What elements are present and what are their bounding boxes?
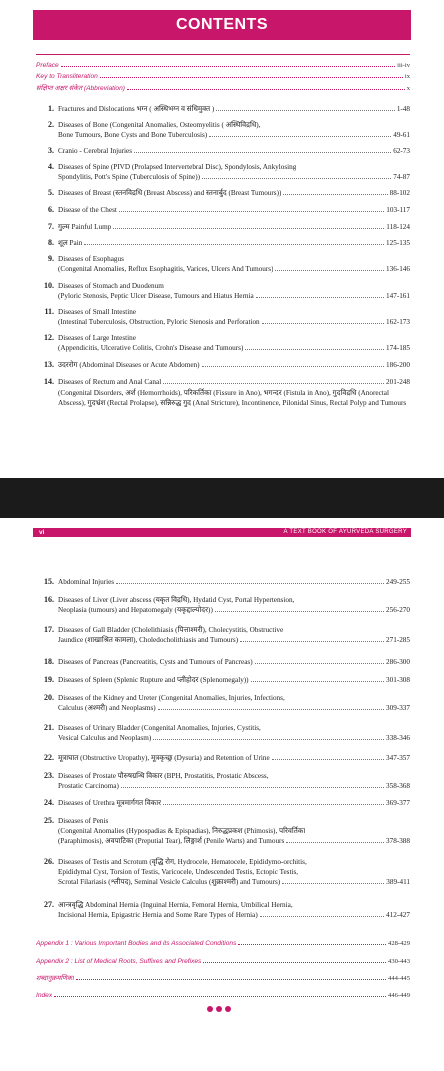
- leader-dots: [283, 194, 387, 195]
- back-matter-page: 430-443: [388, 958, 410, 965]
- chapter-line: [58, 693, 410, 703]
- chapter-text: Fractures and Dislocations भग्न ( अस्थिभग्न व संधिमुक्त ): [58, 105, 215, 113]
- leader-dots: [54, 996, 386, 997]
- chapter-title: [58, 205, 410, 215]
- chapter-14-detail: (Congenital Disorders, अर्श (Hemorrhoids), परिकर्तिका (Fissure in Ano), भगन्दर (Fistula in Ano), गुदविद्रधि (Anorectal Abscess), गुदभ्रंश (Rectal Prolapse), सन्निरुद्ध गुद (Anal Stricture), Incontinence, Pilonidal Sinus, Rectal Polyp and Tumours: [58, 389, 407, 407]
- chapter-page: 286-300: [386, 658, 410, 666]
- chapter-title: [58, 625, 410, 645]
- chapter-number: 5.: [48, 188, 54, 197]
- chapter-text: Jaundice (शाखाश्रित कामला), Choledocholithiasis and Tumours): [58, 636, 239, 644]
- back-matter-text: Appendix 2 : List of Medical Roots, Suffixes and Prefixes: [36, 958, 202, 965]
- front-matter-page: x: [406, 85, 410, 92]
- chapter-title: [58, 360, 410, 370]
- front-matter-text: संक्षिप्त अक्षर संकेत (Abbreviation): [36, 85, 125, 92]
- chapter-line: [58, 307, 410, 317]
- chapter-text: Abdominal Injuries: [58, 578, 115, 586]
- chapter-line: [58, 333, 410, 343]
- chapter-text: Diseases of Testis and Scrotum (वृद्धि रोग, Hydrocele, Hematocele, Epididymo-orchitis,: [58, 858, 307, 866]
- chapter-text: शूल Pain: [58, 239, 83, 247]
- chapter-text: Scrotal Filariasis (श्लीपद), Seminal Vesicle Calculus (शुक्राश्मरी) and Tumours): [58, 878, 281, 886]
- chapter-text: Incisional Hernia, Epigastric Hernia and Some Rare Types of Hernia): [58, 911, 258, 919]
- chapter-text: Diseases of Esophagus: [58, 255, 124, 263]
- chapter-line: [58, 781, 410, 791]
- leader-dots: [116, 583, 384, 584]
- chapter-number: 11.: [44, 307, 54, 316]
- chapter-page: 186-200: [386, 361, 410, 369]
- chapter-page: 174-185: [386, 344, 410, 352]
- front-matter-page: iii-iv: [397, 62, 410, 69]
- chapter-text: Spondylitis, Pott's Spine (Tuberculosis of Spine)): [58, 173, 200, 181]
- leader-dots: [202, 178, 391, 179]
- back-matter-text: Index: [36, 992, 53, 999]
- chapter-title: [58, 675, 410, 685]
- page-number: vi: [39, 529, 45, 536]
- contents-title: CONTENTS: [33, 10, 411, 40]
- chapter-page: 49-61: [393, 131, 410, 139]
- leader-dots: [134, 152, 391, 153]
- chapter-title: [58, 281, 410, 301]
- chapter-line: [58, 605, 410, 615]
- chapter-line: [58, 826, 410, 836]
- leader-dots: [275, 270, 384, 271]
- chapter-title: [58, 120, 410, 140]
- chapter-line: [58, 222, 410, 232]
- leader-dots: [286, 842, 384, 843]
- chapter-line: [58, 733, 410, 743]
- chapter-line: [58, 281, 410, 291]
- leader-dots: [238, 944, 386, 945]
- chapter-title: [58, 254, 410, 274]
- chapter-page: 62-73: [393, 147, 410, 155]
- chapter-text: उदररोग (Abdominal Diseases or Acute Abdomen): [58, 361, 200, 369]
- leader-dots: [245, 349, 384, 350]
- chapter-text: Diseases of Urethra मूत्रमार्गगत विकार: [58, 799, 162, 807]
- chapter-line: [58, 104, 410, 114]
- back-matter-entry: [36, 939, 410, 949]
- chapter-title: [58, 657, 410, 667]
- chapter-text: Vesical Calculus and Neoplasm): [58, 734, 152, 742]
- chapter-page: 249-255: [386, 578, 410, 586]
- chapter-text: Bone Tumours, Bone Cysts and Bone Tuberculosis): [58, 131, 208, 139]
- chapter-text: गुल्म Painful Lump: [58, 223, 112, 231]
- ornament-dots: [207, 999, 237, 1007]
- chapter-page: 271-285: [386, 636, 410, 644]
- chapter-page: 389-411: [386, 878, 410, 886]
- leader-dots: [251, 681, 384, 682]
- leader-dots: [61, 66, 395, 67]
- chapter-number: 6.: [48, 205, 54, 214]
- front-matter-line: [36, 61, 410, 71]
- chapter-page: 1-48: [396, 105, 410, 113]
- front-matter-entry: [36, 84, 410, 94]
- chapter-page: 136-146: [386, 265, 410, 273]
- chapter-title: [58, 900, 410, 920]
- leader-dots: [262, 323, 384, 324]
- chapter-title: [58, 723, 410, 743]
- leader-dots: [121, 787, 384, 788]
- chapter-title: [58, 693, 410, 713]
- chapter-page: 162-173: [386, 318, 410, 326]
- chapter-line: [58, 857, 410, 867]
- leader-dots: [76, 979, 386, 980]
- chapter-text: (Pyloric Stenosis, Peptic Ulcer Disease, Tumours and Hiatus Hernia: [58, 292, 254, 300]
- chapter-page: 74-87: [393, 173, 410, 181]
- chapter-line: [58, 146, 410, 156]
- leader-dots: [209, 136, 391, 137]
- divider-line: [36, 54, 410, 55]
- chapter-number: 2.: [48, 120, 54, 129]
- chapter-number: 7.: [48, 222, 54, 231]
- leader-dots: [202, 366, 385, 367]
- chapter-number: 23.: [44, 771, 54, 780]
- running-head-title: A TEXT BOOK OF AYURVEDA SURGERY: [283, 529, 407, 535]
- chapter-text: Diseases of Small Intestine: [58, 308, 137, 316]
- chapter-text: (Congenital Anomalies, Reflux Esophagitis, Varices, Ulcers And Tumours): [58, 265, 274, 273]
- leader-dots: [113, 228, 384, 229]
- chapter-title: [58, 798, 410, 808]
- chapter-line: [58, 577, 410, 587]
- chapter-line: [58, 343, 410, 353]
- leader-dots: [216, 110, 394, 111]
- chapter-title: [58, 162, 410, 182]
- chapter-number: 17.: [44, 625, 54, 634]
- chapter-text: मूत्राघात (Obstructive Uropathy), मूत्रकृच्छ्र (Dysuria) and Retention of Urine: [58, 754, 270, 762]
- chapter-number: 24.: [44, 798, 54, 807]
- chapter-title: [58, 222, 410, 232]
- leader-dots: [100, 77, 403, 78]
- chapter-title: [58, 188, 410, 198]
- chapter-line: [58, 120, 410, 130]
- chapter-number: 27.: [44, 900, 54, 909]
- chapter-line: [58, 360, 410, 370]
- chapter-text: Diseases of Prostate पौरुषग्रन्थि विकार (BPH, Prostatitis, Prostatic Abscess,: [58, 772, 269, 780]
- back-matter-entry: [36, 974, 410, 984]
- chapter-line: [58, 635, 410, 645]
- chapter-title: [58, 333, 410, 353]
- contents-page-1: [0, 0, 444, 478]
- chapter-line: [58, 595, 410, 605]
- chapter-line: [58, 816, 410, 826]
- chapter-line: [58, 753, 410, 763]
- chapter-page: 369-377: [386, 799, 410, 807]
- running-header: [33, 528, 411, 537]
- chapter-number: 3.: [48, 146, 54, 155]
- chapter-text: Diseases of Pancreas (Pancreatitis, Cysts and Tumours of Pancreas): [58, 658, 253, 666]
- front-matter-line: [36, 72, 410, 82]
- front-matter-page: ix: [404, 73, 410, 80]
- back-matter-text: शब्दानुक्रमणिका: [36, 975, 74, 982]
- chapter-page: 201-248: [386, 378, 410, 386]
- chapter-text: आन्त्रवृद्धि Abdominal Hernia (Inguinal Hernia, Femoral Hernia, Umbilical Hernia,: [58, 901, 293, 909]
- chapter-number: 12.: [44, 333, 54, 342]
- back-matter-line: [36, 957, 410, 967]
- leader-dots: [215, 611, 384, 612]
- chapter-text: Diseases of the Kidney and Ureter (Congenital Anomalies, Injuries, Infections,: [58, 694, 285, 702]
- leader-dots: [153, 739, 384, 740]
- chapter-number: 18.: [44, 657, 54, 666]
- back-matter-entry: [36, 957, 410, 967]
- chapter-line: [58, 798, 410, 808]
- chapter-text: Diseases of Liver (Liver abscess (यकृत विद्रधि), Hydatid Cyst, Portal Hypertension,: [58, 596, 295, 604]
- chapter-number: 13.: [44, 360, 54, 369]
- chapter-line: [58, 675, 410, 685]
- back-matter-page: 444-445: [388, 975, 410, 982]
- front-matter-line: [36, 84, 410, 94]
- chapter-line: [58, 205, 410, 215]
- chapter-page: 88-102: [389, 189, 410, 197]
- chapter-text: Epididymal Cyst, Torsion of Testis, Varicocele, Undescended Testis, Ectopic Testis,: [58, 868, 299, 876]
- chapter-text: Prostatic Carcinoma): [58, 782, 119, 790]
- chapter-page: 147-161: [386, 292, 410, 300]
- chapter-page: 347-357: [386, 754, 410, 762]
- chapter-text: Diseases of Bone (Congenital Anomalies, Osteomyelitis ( अस्थिविद्रधि),: [58, 121, 261, 129]
- chapter-number: 8.: [48, 238, 54, 247]
- chapter-title: [58, 771, 410, 791]
- chapter-page: 256-270: [386, 606, 410, 614]
- chapter-title: [58, 753, 410, 763]
- chapter-number: 10.: [44, 281, 54, 290]
- chapter-line: [58, 254, 410, 264]
- chapter-line: [58, 836, 410, 846]
- leader-dots: [163, 804, 384, 805]
- leader-dots: [158, 709, 384, 710]
- chapter-line: [58, 703, 410, 713]
- chapter-text: Diseases of Large Intestine: [58, 334, 136, 342]
- chapter-title: [58, 307, 410, 327]
- chapter-page: 358-368: [386, 782, 410, 790]
- chapter-text: Calculus (अश्मरी) and Neoplasms): [58, 704, 156, 712]
- chapter-line: [58, 877, 410, 887]
- chapter-page: 118-124: [386, 223, 410, 231]
- chapter-line: [58, 264, 410, 274]
- chapter-text: Diseases of Stomach and Duodenum: [58, 282, 164, 290]
- leader-dots: [203, 962, 386, 963]
- chapter-line: [58, 900, 410, 910]
- chapter-text: Diseases of Rectum and Anal Canal: [58, 378, 162, 386]
- chapter-title: [58, 146, 410, 156]
- chapter-line: [58, 291, 410, 301]
- chapter-text: (Paraphimosis), अवपाटिका (Preputial Tear), लिङ्गार्श (Penile Warts) and Tumours: [58, 837, 285, 845]
- chapter-number: 21.: [44, 723, 54, 732]
- back-matter-page: 428-429: [388, 940, 410, 947]
- chapter-line: [58, 723, 410, 733]
- chapter-line: [58, 625, 410, 635]
- chapter-number: 22.: [44, 753, 54, 762]
- chapter-title: [58, 816, 410, 846]
- leader-dots: [163, 383, 384, 384]
- back-matter-line: [36, 974, 410, 984]
- back-matter-text: Appendix 1 : Various Important Bodies and its Associated Conditions: [36, 940, 237, 947]
- chapter-page: 103-117: [386, 206, 410, 214]
- chapter-number: 9.: [48, 254, 54, 263]
- chapter-line: [58, 162, 410, 172]
- leader-dots: [84, 244, 384, 245]
- chapter-text: Disease of the Chest: [58, 206, 117, 214]
- chapter-line: [58, 771, 410, 781]
- chapter-page: 412-427: [386, 911, 410, 919]
- chapter-page: 338-346: [386, 734, 410, 742]
- chapter-number: 4.: [48, 162, 54, 171]
- chapter-line: [58, 130, 410, 140]
- chapter-page: 309-337: [386, 704, 410, 712]
- chapter-text: (Intestinal Tuberculosis, Obstruction, Pyloric Stenosis and Perforation: [58, 318, 260, 326]
- chapter-text: Diseases of Breast (स्तनविद्रधि (Breast Abscess) and स्तनार्बुद (Breast Tumours)): [58, 189, 282, 197]
- chapter-line: [58, 657, 410, 667]
- chapter-text: Neoplasia (tumours) and Hepatomegaly (यकृद्दाल्योदर)): [58, 606, 213, 614]
- chapter-text: Diseases of Spleen (Splenic Rupture and प्लीहोदर (Splenomegaly)): [58, 676, 249, 684]
- chapter-title: [58, 104, 410, 114]
- chapter-number: 1.: [48, 104, 54, 113]
- leader-dots: [272, 759, 384, 760]
- chapter-text: Cranio - Cerebral Injuries: [58, 147, 133, 155]
- chapter-page: 378-388: [386, 837, 410, 845]
- chapter-line: [58, 238, 410, 248]
- front-matter-text: Preface: [36, 62, 59, 69]
- chapter-page: 301-308: [386, 676, 410, 684]
- chapter-line: [58, 910, 410, 920]
- contents-page-2: [0, 518, 444, 1071]
- chapter-line: [58, 172, 410, 182]
- chapter-text: Diseases of Gall Bladder (Cholelithiasis (पित्ताश्मरी), Cholecystitis, Obstructive: [58, 626, 284, 634]
- leader-dots: [256, 297, 384, 298]
- chapter-text: Diseases of Spine (PIVD (Prolapsed Intervertebral Disc), Spondylosis, Ankylosing: [58, 163, 297, 171]
- chapter-line: [58, 317, 410, 327]
- chapter-number: 25.: [44, 816, 54, 825]
- chapter-line: [58, 867, 410, 877]
- chapter-text: Diseases of Penis: [58, 817, 109, 825]
- leader-dots: [127, 89, 405, 90]
- chapter-number: 14.: [44, 377, 54, 386]
- chapter-title: [58, 577, 410, 587]
- chapter-title: [58, 857, 410, 887]
- leader-dots: [119, 211, 384, 212]
- front-matter-entry: [36, 72, 410, 82]
- chapter-title: [58, 377, 410, 387]
- chapter-title: [58, 238, 410, 248]
- chapter-page: 125-135: [386, 239, 410, 247]
- chapter-number: 16.: [44, 595, 54, 604]
- front-matter-entry: [36, 61, 410, 71]
- chapter-text: Diseases of Urinary Bladder (Congenital Anomalies, Injuries, Cystitis,: [58, 724, 261, 732]
- leader-dots: [255, 663, 384, 664]
- chapter-title: [58, 595, 410, 615]
- front-matter-text: Key to Transliteration: [36, 73, 98, 80]
- chapter-text: (Appendicitis, Ulcerative Colitis, Crohn's Disease and Tumours): [58, 344, 244, 352]
- leader-dots: [240, 641, 384, 642]
- chapter-number: 26.: [44, 857, 54, 866]
- chapter-text: (Congenital Anomalies (Hypospadias & Epispadias), निरुद्धप्रकश (Phimosis), परिवर्तिका: [58, 827, 306, 835]
- back-matter-line: [36, 939, 410, 949]
- chapter-number: 20.: [44, 693, 54, 702]
- chapter-number: 19.: [44, 675, 54, 684]
- page-separator: [0, 478, 444, 518]
- chapter-number: 15.: [44, 577, 54, 586]
- back-matter-page: 446-449: [388, 992, 410, 999]
- leader-dots: [282, 883, 384, 884]
- leader-dots: [260, 916, 384, 917]
- chapter-line: [58, 377, 410, 387]
- chapter-line: [58, 188, 410, 198]
